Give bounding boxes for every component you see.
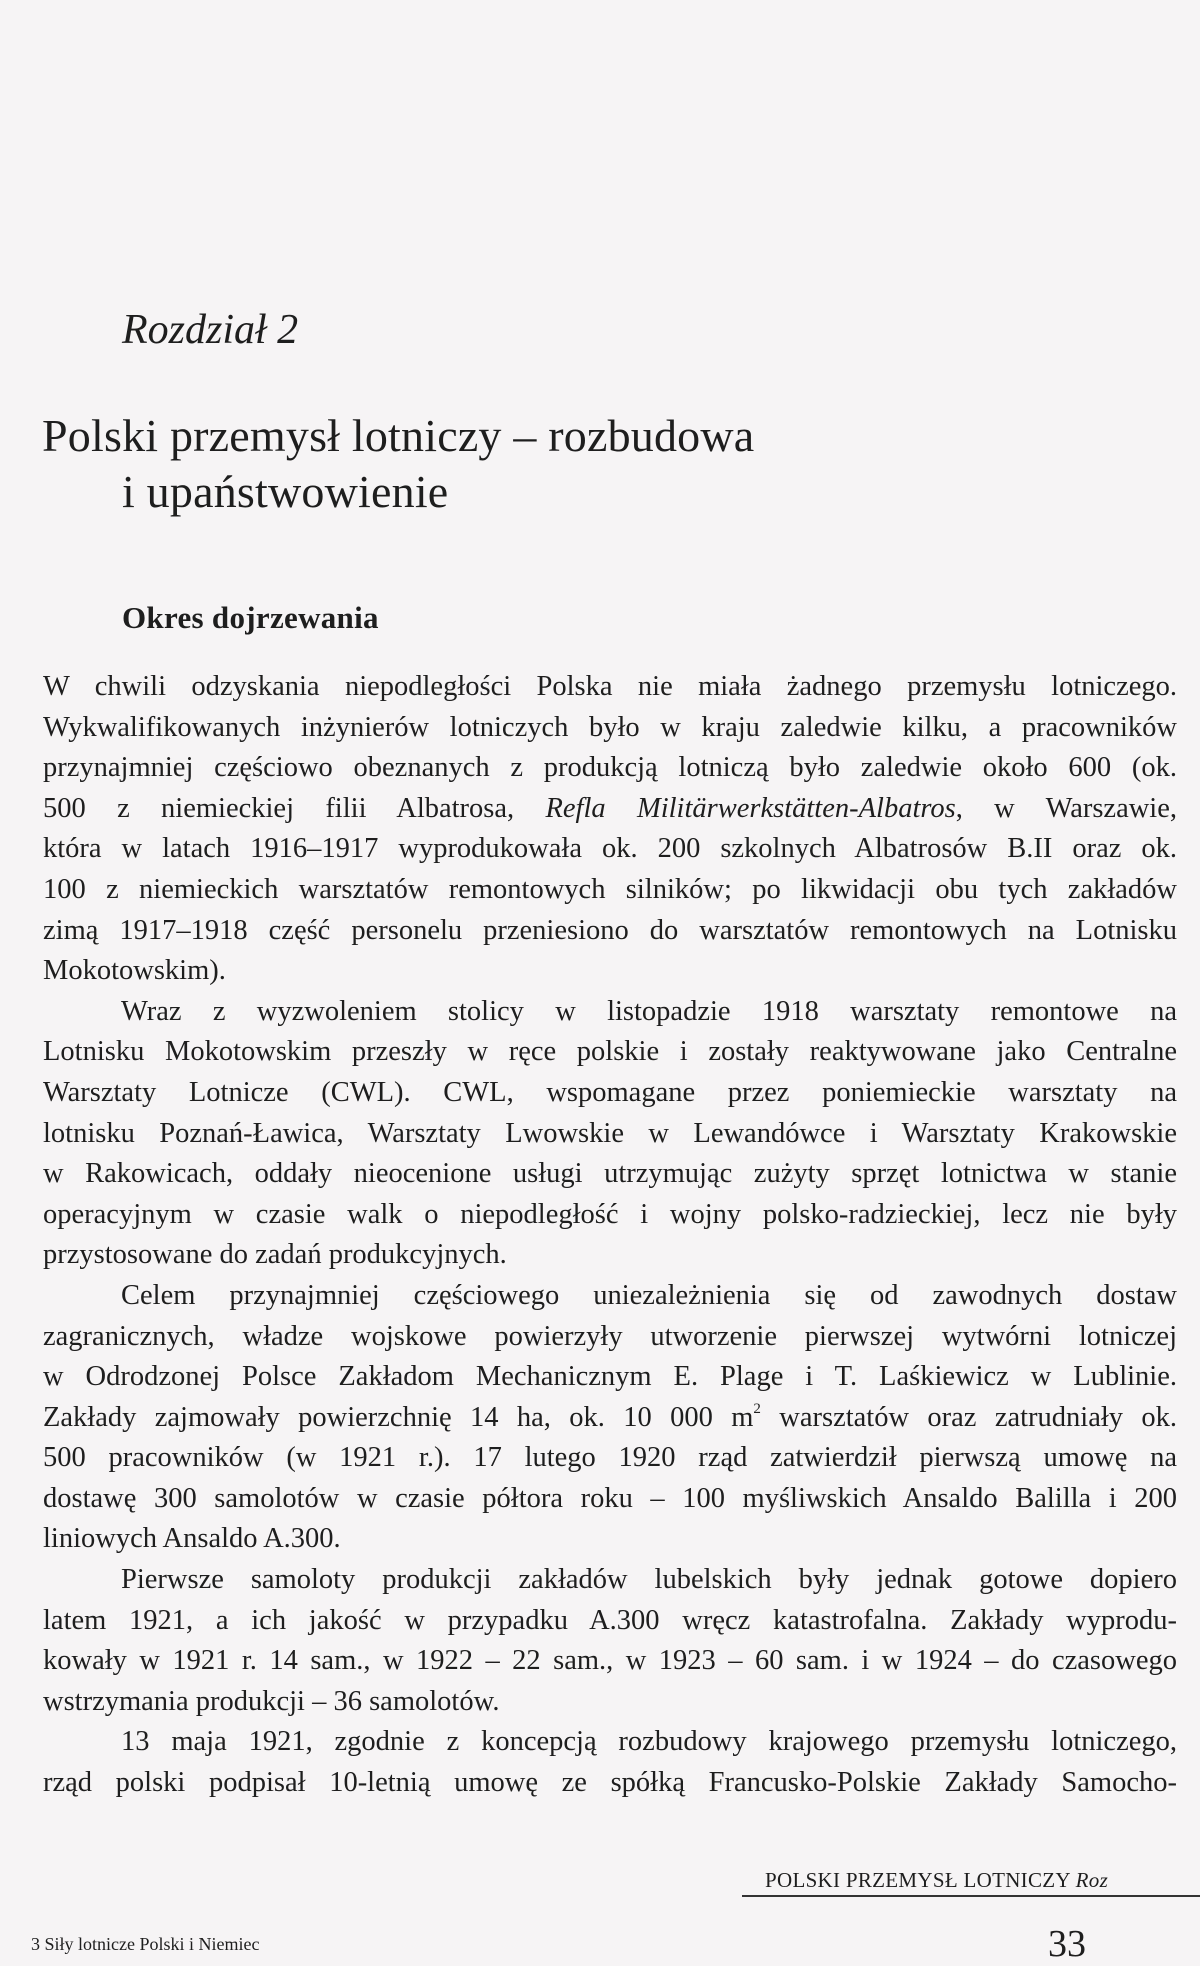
text-line: Wykwalifikowanych inżynierów lotniczych było w kraju zaledwie kilku, a pracowników bbox=[43, 711, 1177, 743]
text-line bbox=[43, 1398, 1177, 1439]
text-line: liniowych Ansaldo A.300. bbox=[43, 1523, 341, 1555]
running-head-italic: Roz bbox=[1075, 1868, 1109, 1892]
text-line: zimą 1917–1918 część personelu przeniesiono do warsztatów remontowych na Lotnisku bbox=[43, 914, 1177, 946]
page-number: 33 bbox=[1048, 1923, 1086, 1965]
chapter-label: Rozdział 2 bbox=[122, 307, 299, 353]
text-segment: 500 z niemieckiej filii Albatrosa, bbox=[43, 792, 546, 824]
text-line: przystosowane do zadań produkcyjnych. bbox=[43, 1239, 507, 1271]
text-segment: warsztatów oraz zatrudniały ok. bbox=[760, 1401, 1177, 1433]
text-line: dostawę 300 samolotów w czasie półtora roku – 100 myśliwskich Ansaldo Balilla i 200 bbox=[43, 1482, 1177, 1514]
text-line: Warsztaty Lotnicze (CWL). CWL, wspomagane przez poniemieckie warsztaty na bbox=[43, 1076, 1177, 1108]
text-segment: Zakłady zajmowały powierzchnię 14 ha, ok. 10 000 m bbox=[43, 1401, 754, 1433]
footer-rule bbox=[742, 1895, 1200, 1897]
text-line: w Odrodzonej Polsce Zakładom Mechanicznym E. Plage i T. Laśkiewicz w Lublinie. bbox=[43, 1361, 1177, 1393]
text-line bbox=[43, 789, 1177, 830]
text-line: latem 1921, a ich jakość w przypadku A.300 wręcz katastrofalna. Zakłady wyprodu- bbox=[43, 1604, 1177, 1636]
body-text bbox=[43, 667, 1177, 1804]
chapter-title-line2: i upaństwowienie bbox=[122, 466, 449, 517]
text-line: wstrzymania produkcji – 36 samolotów. bbox=[43, 1685, 500, 1717]
text-line: w Rakowicach, oddały nieocenione usługi utrzymując zużyty sprzęt lotnictwa w stanie bbox=[43, 1158, 1177, 1190]
text-line: kowały w 1921 r. 14 sam., w 1922 – 22 sam., w 1923 – 60 sam. i w 1924 – do czasowego bbox=[43, 1645, 1177, 1677]
text-line: lotnisku Poznań-Ławica, Warsztaty Lwowskie w Lewandówce i Warsztaty Krakowskie bbox=[43, 1117, 1177, 1149]
text-line: zagranicznych, władze wojskowe powierzyły utworzenie pierwszej wytwórni lotniczej bbox=[43, 1320, 1177, 1352]
superscript: 2 bbox=[753, 1400, 761, 1417]
text-line: Lotnisku Mokotowskim przeszły w ręce polskie i zostały reaktywowane jako Centralne bbox=[43, 1036, 1177, 1068]
chapter-title bbox=[42, 408, 754, 520]
text-line: przynajmniej częściowo obeznanych z produkcją lotniczą było zaledwie około 600 (ok. bbox=[43, 752, 1177, 784]
text-line: Pierwsze samoloty produkcji zakładów lubelskich były jednak gotowe dopiero bbox=[121, 1564, 1177, 1596]
section-heading: Okres dojrzewania bbox=[122, 600, 379, 635]
signature-mark: 3 Siły lotnicze Polski i Niemiec bbox=[31, 1934, 260, 1954]
text-line: operacyjnym w czasie walk o niepodległość i wojny polsko-radzieckiej, lecz nie były bbox=[43, 1198, 1177, 1230]
text-segment: , w Warszawie, bbox=[955, 792, 1177, 824]
text-line: Celem przynajmniej częściowego uniezależnienia się od zawodnych dostaw bbox=[121, 1279, 1177, 1311]
text-line: 100 z niemieckich warsztatów remontowych silników; po likwidacji obu tych zakładów bbox=[43, 873, 1177, 905]
text-line: 500 pracowników (w 1921 r.). 17 lutego 1920 rząd zatwierdził pierwszą umowę na bbox=[43, 1442, 1177, 1474]
italic-name: Refla Militärwerkstätten-Albatros bbox=[545, 792, 956, 824]
running-head bbox=[765, 1868, 1108, 1893]
text-line: Wraz z wyzwoleniem stolicy w listopadzie 1918 warsztaty remontowe na bbox=[121, 995, 1177, 1027]
text-line: Mokotowskim). bbox=[43, 955, 226, 987]
text-line: 13 maja 1921, zgodnie z koncepcją rozbudowy krajowego przemysłu lotniczego, bbox=[121, 1726, 1177, 1758]
chapter-title-line1: Polski przemysł lotniczy – rozbudowa bbox=[42, 410, 755, 461]
running-head-text: POLSKI PRZEMYSŁ LOTNICZY bbox=[765, 1868, 1071, 1892]
text-line: W chwili odzyskania niepodległości Polska nie miała żadnego przemysłu lotniczego. bbox=[43, 671, 1177, 702]
text-line: która w latach 1916–1917 wyprodukowała ok. 200 szkolnych Albatrosów B.II oraz ok. bbox=[43, 833, 1177, 865]
text-line: rząd polski podpisał 10-letnią umowę ze spółką Francusko-Polskie Zakłady Samocho- bbox=[43, 1767, 1177, 1799]
